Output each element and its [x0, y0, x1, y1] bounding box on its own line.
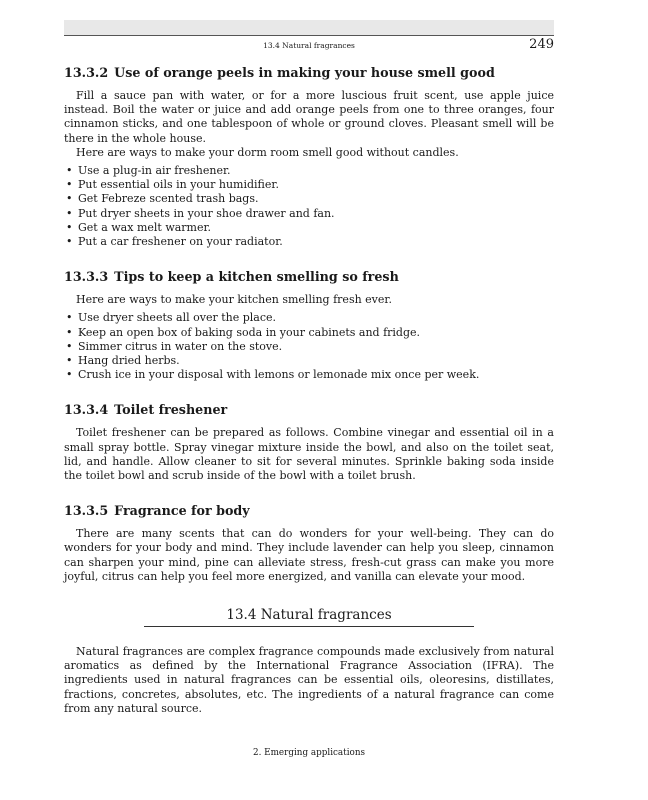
list-item	[64, 192, 554, 206]
list-item-text: Keep an open box of baking soda in your cabinets and fridge.	[78, 325, 421, 339]
section-title: Tips to keep a kitchen smelling so fresh	[114, 269, 399, 285]
bullet-icon: •	[66, 354, 73, 368]
list-item-text: Use a plug-in air freshener.	[78, 164, 231, 178]
section-title: Toilet freshener	[114, 402, 228, 418]
list-item	[64, 340, 554, 354]
section-number: 13.3.3	[64, 269, 109, 285]
list-item	[64, 221, 554, 235]
paragraph: Here are ways to make your dorm room smell good without candles.	[76, 145, 459, 159]
bullet-icon: •	[66, 311, 73, 325]
bullet-icon: •	[66, 192, 73, 206]
section-title: 13.4 Natural fragrances	[226, 607, 392, 624]
section-number: 13.3.4	[64, 402, 109, 418]
section-heading-13-3-3	[64, 269, 554, 285]
list-item-text: Put dryer sheets in your shoe drawer and fan.	[78, 206, 335, 220]
section-title: Use of orange peels in making your house smell good	[114, 65, 495, 80]
list-item-text: Put a car freshener on your radiator.	[78, 235, 283, 249]
list-item-text: Put essential oils in your humidifier.	[78, 178, 279, 192]
bullet-icon: •	[66, 368, 73, 382]
bullet-icon: •	[66, 164, 73, 178]
bullet-icon: •	[66, 325, 73, 339]
page-content	[64, 60, 554, 716]
list-item	[64, 311, 554, 325]
bullet-icon: •	[66, 339, 73, 353]
list-item-text: Get a wax melt warmer.	[78, 220, 212, 234]
list-item	[64, 354, 554, 368]
list-item-text: Get Febreze scented trash bags.	[78, 192, 259, 206]
heading-rule	[144, 626, 474, 627]
paragraph: There are many scents that can do wonders for your well-being. They can do wonders for your body and mind. They include lavender can help you sleep, cinnamon can sharpen your mind, pine can alleviate stress, fresh-cut grass can make you more joyful, citrus can help you feel more energized, and vanilla can elevate your mood.	[64, 527, 554, 583]
list-item-text: Simmer citrus in water on the stove.	[78, 339, 283, 353]
section-number: 13.3.2	[64, 65, 109, 80]
header-rule	[64, 35, 554, 36]
header-band	[64, 20, 554, 35]
paragraph: Here are ways to make your kitchen smelling fresh ever.	[76, 293, 392, 307]
section-heading-13-3-5	[64, 503, 554, 519]
section-heading-13-4	[64, 606, 554, 627]
bullet-list	[64, 164, 554, 249]
list-item	[64, 164, 554, 178]
list-item	[64, 326, 554, 340]
section-number: 13.3.5	[64, 503, 109, 519]
section-heading-13-3-2	[64, 65, 554, 81]
bullet-list	[64, 311, 554, 382]
paragraph: Toilet freshener can be prepared as follows. Combine vinegar and essential oil in a small spray bottle. Spray vinegar mixture inside the bowl, and also on the toilet seat, lid, and handle. Allow cleaner to sit for several minutes. Sprinkle baking soda inside the toilet bowl and scrub inside of the bowl with a toilet brush.	[64, 426, 554, 483]
list-item-text: Use dryer sheets all over the place.	[78, 311, 276, 325]
paragraph: Fill a sauce pan with water, or for a more luscious fruit scent, use apple juice instead. Boil the water or juice and add orange peels from one to three oranges, four cinnamon sticks, and one tablespoon of whole or ground cloves. Pleasant smell will be there in the whole house.	[64, 89, 554, 145]
book-page	[64, 0, 554, 800]
bullet-icon: •	[66, 178, 73, 192]
list-item	[64, 178, 554, 192]
bullet-icon: •	[66, 235, 73, 249]
bullet-icon: •	[66, 220, 73, 234]
list-item	[64, 368, 554, 382]
list-item	[64, 235, 554, 249]
list-item	[64, 207, 554, 221]
list-item-text: Hang dried herbs.	[78, 354, 180, 368]
bullet-icon: •	[66, 206, 73, 220]
running-head: 13.4 Natural fragrances	[263, 41, 355, 50]
section-title: Fragrance for body	[114, 503, 250, 519]
paragraph: Natural fragrances are complex fragrance compounds made exclusively from natural aromatics as defined by the International Fragrance Association (IFRA). The ingredients used in natural fragrances can be essential oils, oleoresins, distillates, fractions, concretes, absolutes, etc. The ingredients of a natural fragrance can come from any natural source.	[64, 645, 554, 715]
page-number: 249	[529, 37, 554, 52]
section-heading-13-3-4	[64, 402, 554, 418]
page-footer: 2. Emerging applications	[252, 748, 366, 758]
list-item-text: Crush ice in your disposal with lemons or lemonade mix once per week.	[78, 368, 480, 382]
